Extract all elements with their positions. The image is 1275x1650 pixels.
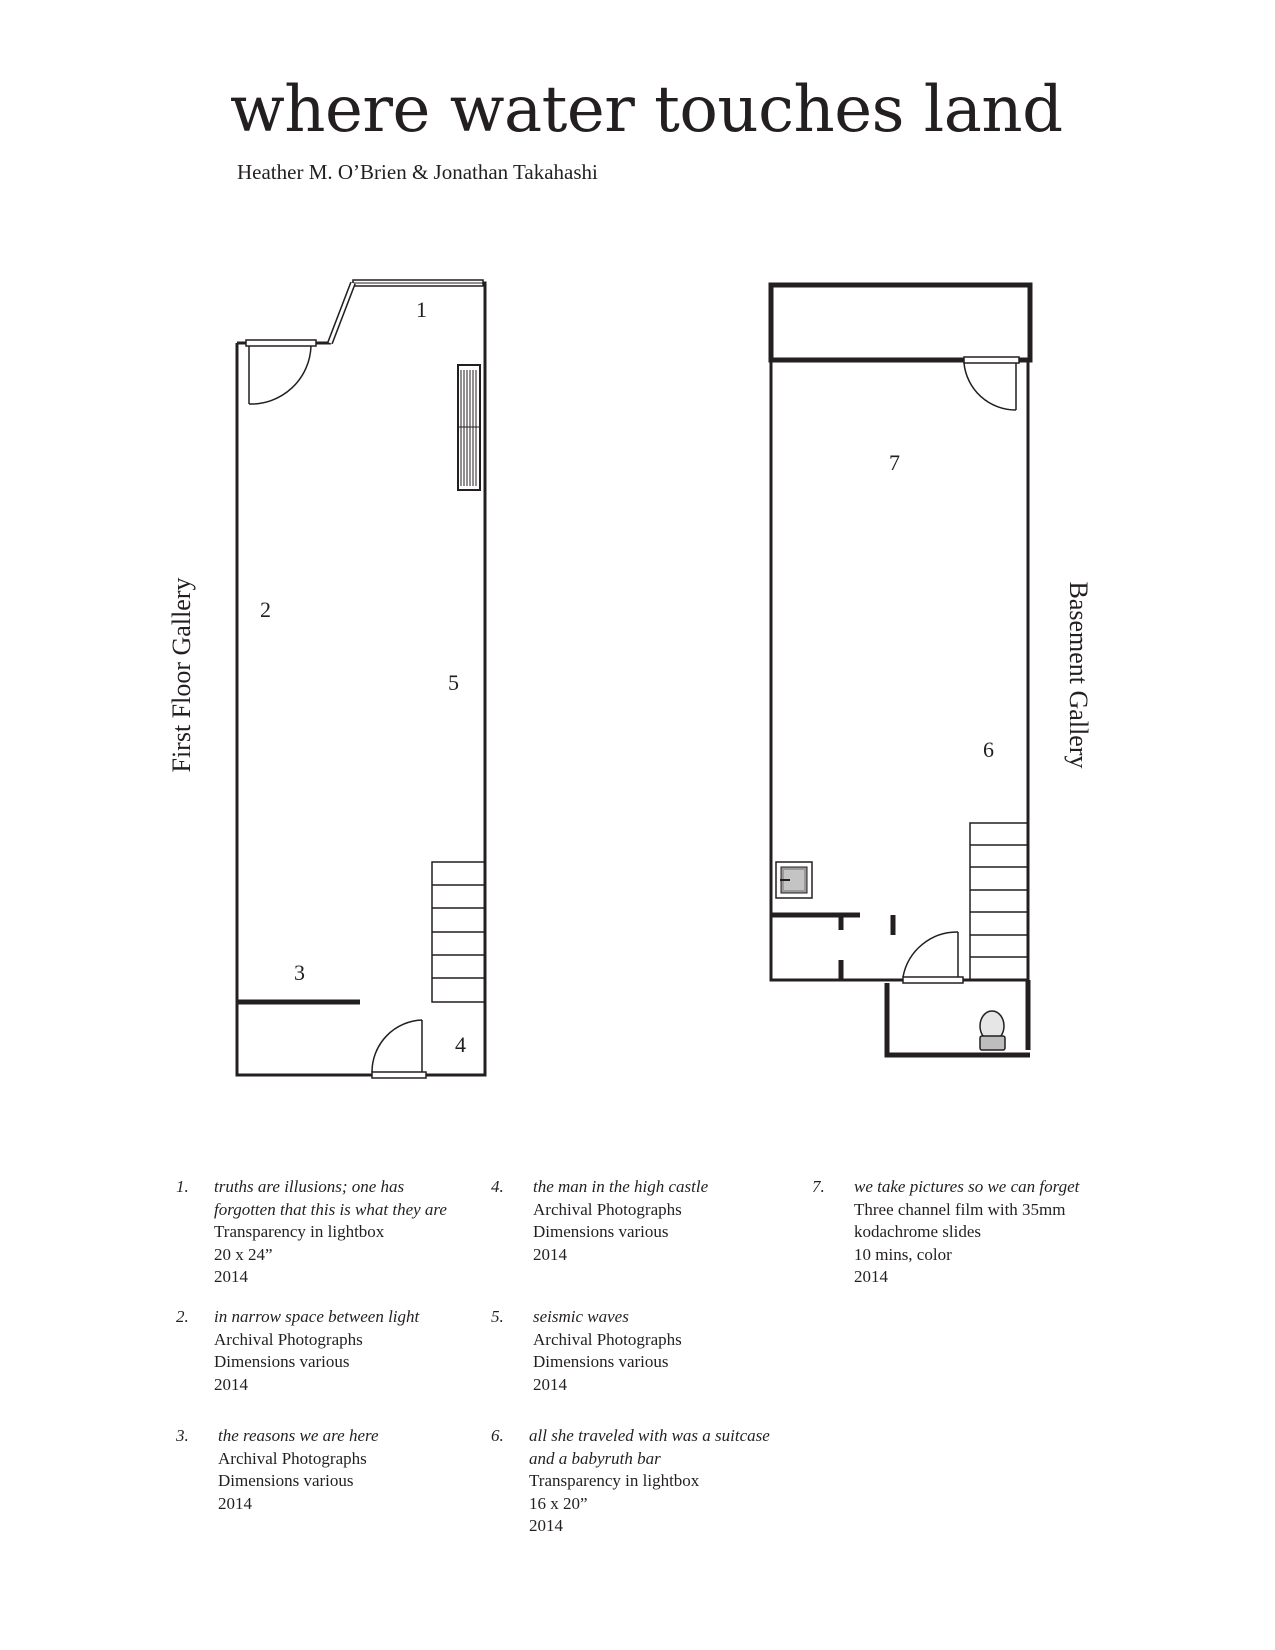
work-number: 4. [491,1177,504,1196]
work-medium: Archival Photographs [218,1448,367,1468]
work-year: 2014 [529,1516,563,1535]
room-number-6: 6 [983,737,994,762]
work-dimensions: Dimensions various [218,1471,354,1490]
work-dimensions: Dimensions various [533,1352,669,1371]
work-title: the man in the high castle [533,1177,709,1196]
room-number-3: 3 [294,960,305,985]
room-number-2: 2 [260,597,271,622]
room-number-1: 1 [416,297,427,322]
work-year: 2014 [533,1244,567,1264]
work-year: 2014 [214,1374,248,1394]
room-number-7: 7 [889,450,900,475]
work-medium: Transparency in lightbox [529,1471,700,1490]
work-title: we take pictures so we can forget [854,1177,1080,1196]
work-dimensions: Dimensions various [214,1352,350,1371]
work-year: 2014 [854,1267,888,1286]
room-number-5: 5 [448,670,459,695]
artists-credit: Heather M. O’Brien & Jonathan Takahashi [237,160,598,184]
basement-label: Basement Gallery [1064,581,1093,769]
work-medium: Three channel film with 35mm [854,1199,1066,1219]
work-year: 2014 [218,1493,252,1513]
work-dimensions: Dimensions various [533,1222,669,1241]
work-title: in narrow space between light [214,1307,420,1326]
work-dimensions: 20 x 24” [214,1244,273,1264]
work-medium: Transparency in lightbox [214,1222,385,1241]
room-number-4: 4 [455,1032,466,1057]
work-number: 2. [176,1307,189,1326]
work-number: 5. [491,1307,504,1326]
work-duration: 10 mins, color [854,1244,952,1264]
first-floor-label: First Floor Gallery [167,577,196,773]
work-year: 2014 [214,1267,248,1286]
work-title: the reasons we are here [218,1426,379,1445]
work-number: 7. [812,1177,825,1196]
work-number: 6. [491,1426,504,1445]
work-year: 2014 [533,1374,567,1394]
work-title: all she traveled with was a suitcase and a babyruth bar [529,1426,770,1468]
work-title: seismic waves [533,1307,629,1326]
work-medium-cont: kodachrome slides [854,1222,981,1241]
work-medium: Archival Photographs [533,1199,682,1219]
work-dimensions: 16 x 20” [529,1493,588,1513]
work-medium: Archival Photographs [214,1329,363,1349]
work-number: 1. [176,1177,189,1196]
page-title: where water touches land [230,73,1063,147]
work-title: truths are illusions; one has forgotten that this is what they are [214,1177,447,1219]
work-number: 3. [176,1426,189,1445]
work-medium: Archival Photographs [533,1329,682,1349]
